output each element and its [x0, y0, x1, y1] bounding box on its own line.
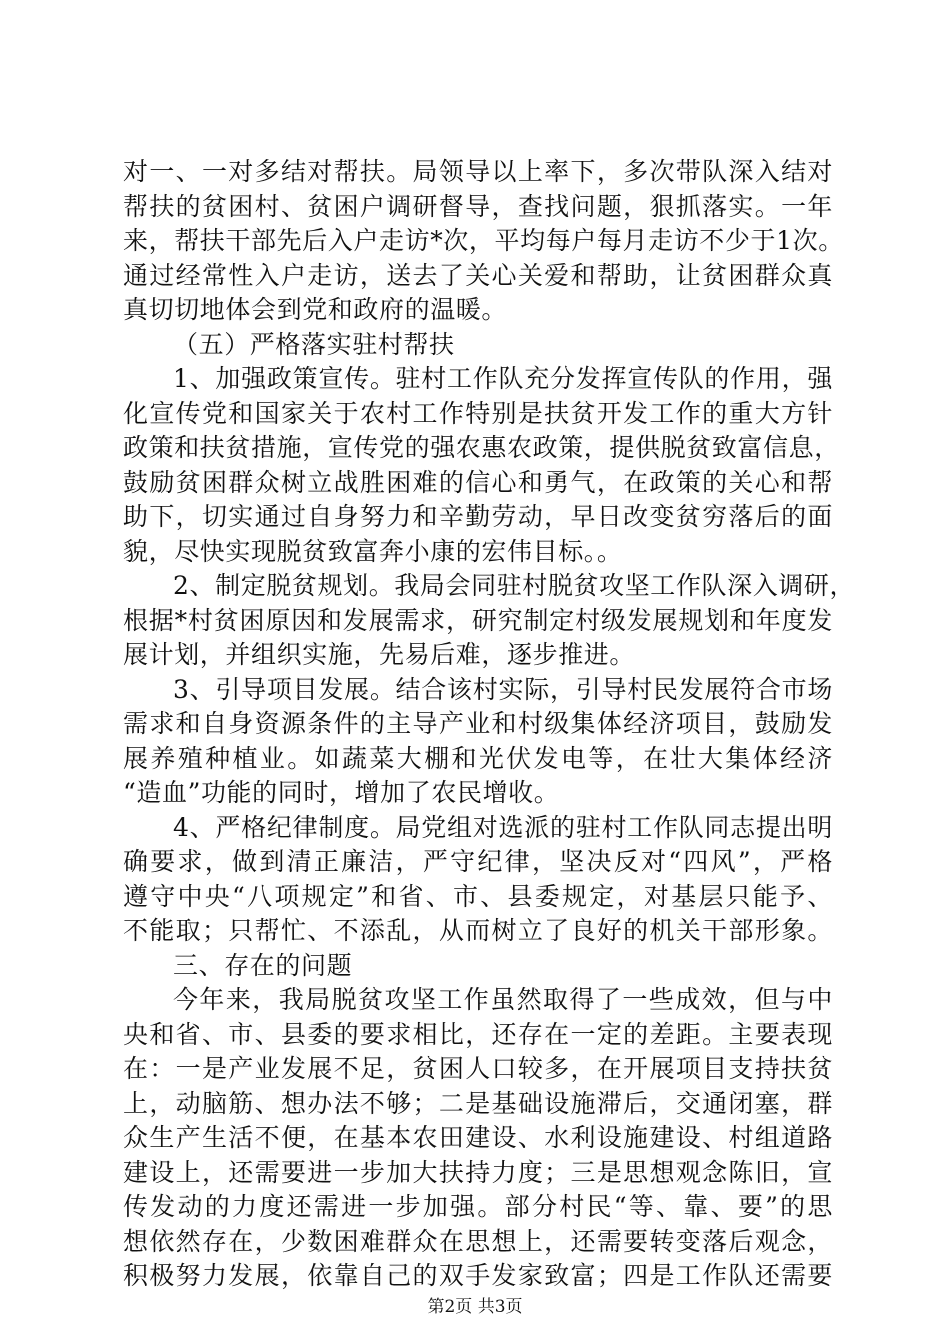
text-line: 想依然存在，少数困难群众在思想上，还需要转变落后观念，	[123, 1226, 833, 1256]
text-line: 众生产生活不便，在基本农田建设、水利设施建设、村组道路	[123, 1123, 833, 1152]
text-line: 三、存在的问题	[173, 950, 353, 980]
text-line: 对一、一对多结对帮扶。局领导以上率下，多次带队深入结对	[123, 157, 833, 186]
text-line: 央和省、市、县委的要求相比，还存在一定的差距。主要表现	[123, 1019, 833, 1049]
text-line: 上，动脑筋、想办法不够；二是基础设施滞后，交通闭塞，群	[123, 1088, 833, 1118]
text-line: 在：一是产业发展不足，贫困人口较多，在开展项目支持扶贫	[123, 1054, 833, 1083]
text-line: 建设上，还需要进一步加大扶持力度；三是思想观念陈旧，宣	[123, 1157, 833, 1187]
text-line: 助下，切实通过自身努力和辛勤劳动，早日改变贫穷落后的面	[123, 502, 833, 531]
text-line: 今年来，我局脱贫攻坚工作虽然取得了一些成效，但与中	[173, 985, 833, 1014]
page-footer: 第2页 共3页	[427, 1297, 523, 1317]
text-line: 2、制定脱贫规划。我局会同驻村脱贫攻坚工作队深入调研，	[173, 571, 856, 600]
text-line: 根据*村贫困原因和发展需求，研究制定村级发展规划和年度发	[123, 605, 833, 635]
document-body	[123, 155, 856, 1294]
text-line: 通过经常性入户走访，送去了关心关爱和帮助，让贫困群众真	[123, 260, 833, 290]
text-line: （五）严格落实驻村帮扶	[173, 329, 455, 359]
text-line: 展计划，并组织实施，先易后难，逐步推进。	[123, 640, 636, 669]
text-line: 3、引导项目发展。结合该村实际，引导村民发展符合市场	[173, 674, 833, 704]
text-line: 鼓励贫困群众树立战胜困难的信心和勇气，在政策的关心和帮	[123, 467, 833, 497]
text-line: 传发动的力度还需进一步加强。部分村民“等、靠、要”的思	[123, 1192, 833, 1221]
text-line: 展养殖种植业。如蔬菜大棚和光伏发电等，在壮大集体经济	[123, 743, 833, 773]
text-line: 需求和自身资源条件的主导产业和村级集体经济项目，鼓励发	[123, 709, 833, 738]
text-line: 确要求，做到清正廉洁，严守纪律，坚决反对“四风”，严格	[123, 847, 833, 876]
text-line: 来，帮扶干部先后入户走访*次，平均每户每月走访不少于1次。	[123, 226, 844, 255]
text-line: 帮扶的贫困村、贫困户调研督导，查找问题，狠抓落实。一年	[123, 191, 833, 221]
text-line: “造血”功能的同时，增加了农民增收。	[123, 778, 560, 807]
text-line: 真切切地体会到党和政府的温暖。	[123, 295, 508, 324]
text-line: 遵守中央“八项规定”和省、市、县委规定，对基层只能予、	[123, 881, 833, 911]
text-line: 政策和扶贫措施，宣传党的强农惠农政策，提供脱贫致富信息，	[123, 433, 840, 462]
text-line: 4、严格纪律制度。局党组对选派的驻村工作队同志提出明	[173, 812, 833, 842]
text-line: 不能取；只帮忙、不添乱，从而树立了良好的机关干部形象。	[123, 916, 833, 945]
text-line: 1、加强政策宣传。驻村工作队充分发挥宣传队的作用，强	[173, 364, 833, 393]
text-line: 化宣传党和国家关于农村工作特别是扶贫开发工作的重大方针	[123, 398, 833, 428]
text-line: 积极努力发展，依靠自己的双手发家致富；四是工作队还需要	[123, 1261, 833, 1290]
text-line: 貌，尽快实现脱贫致富奔小康的宏伟目标。。	[123, 536, 623, 566]
